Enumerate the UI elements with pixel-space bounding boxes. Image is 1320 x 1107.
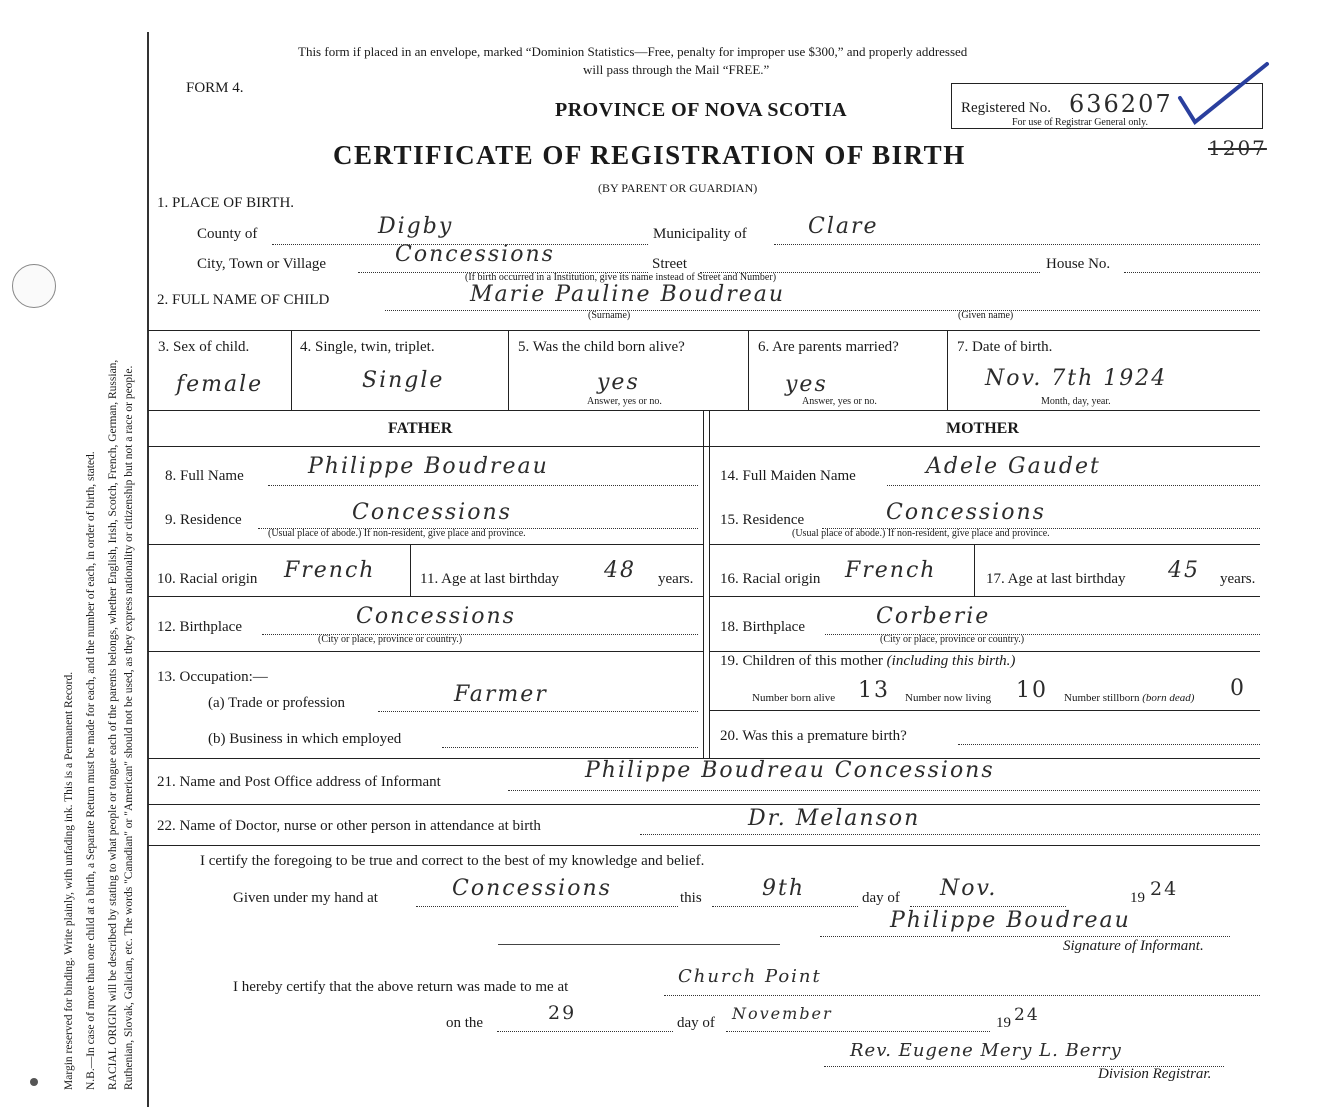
children-label-italic: (including this birth.) [886,653,1016,669]
form-number: FORM 4. [186,80,244,96]
this-label: this [680,890,702,906]
on-the-label: on the [446,1015,484,1031]
parents-married-label: 6. Are parents married? [758,339,899,355]
trade-line [378,711,698,712]
father-racial-divider [410,544,411,596]
mother-residence-caption: (Usual place of abode.) If non-resident, give place and province. [792,528,1050,539]
born-alive-value: yes [597,370,640,395]
sex-label: 3. Sex of child. [158,339,250,355]
year-prefix: 19 [1130,890,1145,906]
given-place-line [416,906,678,907]
now-living-label: Number now living [905,692,992,704]
premature-line [958,744,1260,745]
mother-row-rule-3 [709,651,1260,652]
mother-residence-value: Concessions [886,500,1046,525]
father-heading: FATHER [388,420,453,437]
center-divider-b [709,410,710,758]
ink-spot [30,1078,38,1086]
father-racial-label: 10. Racial origin [157,571,258,587]
registrar-place-line [664,995,1260,996]
reg-year-value: 24 [1014,1005,1040,1025]
mother-heading: MOTHER [946,420,1019,437]
county-value: Digby [378,214,454,239]
registrar-only-note: For use of Registrar General only. [1012,117,1148,128]
day-of-label: day of [862,890,900,906]
day-value: 9th [762,876,806,901]
business-label: (b) Business in which employed [208,731,402,747]
certificate-title: CERTIFICATE OF REGISTRATION OF BIRTH [333,140,966,170]
father-name-value: Philippe Boudreau [308,454,549,479]
row3-divider-3 [748,330,749,410]
born-alive-caption: Answer, yes or no. [587,396,662,407]
informant-signature: Philippe Boudreau [890,908,1131,933]
trade-label: (a) Trade or profession [208,695,346,711]
father-row-rule-1 [148,544,703,545]
reg-day-line [497,1031,673,1032]
house-line [1124,272,1260,273]
single-label: 4. Single, twin, triplet. [300,339,435,355]
street-label: Street [652,256,687,272]
occupation-label: 13. Occupation:— [157,669,268,685]
informant-signature-caption: Signature of Informant. [1063,938,1204,954]
born-alive-count-label: Number born alive [752,692,836,704]
children-label [720,653,1015,670]
father-residence-value: Concessions [352,500,512,525]
parents-married-value: yes [785,372,828,397]
reg-day-value: 29 [548,1002,577,1024]
month-line [910,906,1066,907]
stillborn-value: 0 [1230,676,1246,701]
father-row-rule-3 [148,651,703,652]
certify-statement: I certify the foregoing to be true and correct to the best of my knowledge and belief. [200,853,705,869]
mother-racial-label: 16. Racial origin [720,571,821,587]
mail-notice-1: This form if placed in an envelope, marked “Dominion Statistics—Free, penalty for improper use $300,” and properly addressed [298,44,968,59]
row3-divider-1 [291,330,292,410]
business-line [442,747,698,748]
certificate-subtitle: (BY PARENT OR GUARDIAN) [598,181,758,195]
corner-number: 1207 [1208,136,1267,160]
children-label-text: 19. Children of this mother [720,653,883,669]
side-note-2: N.B.—In case of more than one child at a birth, a Separate Return must be made for each, and the number of each, in order of birth, stated. [85,451,97,1090]
reg-year-prefix: 19 [996,1015,1011,1031]
father-age-label: 11. Age at last birthday [420,571,559,587]
stillborn-label-text: Number stillborn [1064,692,1140,704]
registrar-statement: I hereby certify that the above return was made to me at [233,979,569,995]
municipality-label: Municipality of [653,226,747,242]
division-registrar-caption: Division Registrar. [1098,1066,1212,1082]
sex-value: female [176,372,264,397]
child-name-value: Marie Pauline Boudreau [470,282,786,307]
city-value: Concessions [395,242,555,267]
check-mark-icon [1175,60,1275,140]
registrar-signature: Rev. Eugene Mery L. Berry [850,1040,1122,1061]
informant-signature-line [820,936,1230,937]
date-of-birth-value: Nov. 7th 1924 [985,366,1168,391]
county-label: County of [197,226,258,242]
trade-value: Farmer [454,682,548,707]
mother-residence-label: 15. Residence [720,512,805,528]
informant-value: Philippe Boudreau Concessions [585,758,995,783]
born-alive-count-value: 13 [858,678,890,703]
month-value: Nov. [940,876,998,901]
row3-top-rule [148,330,1260,331]
mother-name-value: Adele Gaudet [926,454,1101,479]
mother-birthplace-value: Corberie [876,604,991,629]
city-label: City, Town or Village [197,256,327,272]
father-racial-value: French [284,558,376,583]
registrar-place-value: Church Point [678,966,822,987]
doctor-line [640,834,1260,835]
mother-birthplace-caption: (City or place, province or country.) [880,634,1025,645]
place-of-birth-heading: 1. PLACE OF BIRTH. [157,195,295,211]
parents-married-caption: Answer, yes or no. [802,396,877,407]
municipality-value: Clare [808,214,879,239]
mother-row-rule-2 [709,596,1260,597]
province-heading: PROVINCE OF NOVA SCOTIA [555,99,848,121]
father-age-value: 48 [604,558,636,583]
mother-years-label: years. [1220,571,1256,587]
premature-label: 20. Was this a premature birth? [720,728,907,744]
municipality-line [774,244,1260,245]
father-birthplace-value: Concessions [356,604,516,629]
registered-number: 636207 [1069,90,1173,118]
mother-racial-divider [974,544,975,596]
mail-notice-2: will pass through the Mail “FREE.” [583,62,770,77]
binding-margin-rule [147,32,149,1107]
now-living-value: 10 [1016,678,1048,703]
row3-divider-2 [508,330,509,410]
father-years-label: years. [658,571,694,587]
registered-label: Registered No. [961,100,1051,116]
mother-birthplace-label: 18. Birthplace [720,619,805,635]
reg-month-value: November [732,1004,833,1023]
date-of-birth-label: 7. Date of birth. [957,339,1053,355]
stillborn-label [1064,692,1194,704]
father-residence-label: 9. Residence [165,512,242,528]
side-note-4: Ruthenian, Slovak, Galician, etc. The words "Canadian" or "American" should not be used, as they express nationality or citizenship but not a race or people. [123,365,135,1090]
given-name-caption: (Given name) [958,310,1014,321]
father-name-label: 8. Full Name [165,468,244,484]
stillborn-label-italic: (born dead) [1142,692,1195,704]
center-divider-a [703,410,704,758]
side-note-3: RACIAL ORIGIN will be described by stating to what people or tongue each of the parents belongs, whether English, Irish, Scotch, French, German, Russian, [107,359,119,1090]
side-note-1: Margin reserved for binding. Write plainly, with unfading ink. This is a Permanent Record. [63,671,75,1090]
house-label: House No. [1046,256,1111,272]
father-row-rule-2 [148,596,703,597]
day-line [712,906,858,907]
parents-heading-rule [148,446,1260,447]
mother-age-label: 17. Age at last birthday [986,571,1126,587]
doctor-value: Dr. Melanson [748,806,921,831]
informant-label: 21. Name and Post Office address of Informant [157,774,441,790]
mother-row-rule-4 [709,710,1260,711]
doctor-label: 22. Name of Doctor, nurse or other person in attendance at birth [157,818,541,834]
born-alive-label: 5. Was the child born alive? [518,339,685,355]
mother-name-label: 14. Full Maiden Name [720,468,856,484]
father-name-line [268,485,698,486]
mother-racial-value: French [845,558,937,583]
doctor-top-rule [148,804,1260,805]
father-birthplace-caption: (City or place, province or country.) [318,634,463,645]
mother-age-value: 45 [1168,558,1200,583]
mother-row-rule-1 [709,544,1260,545]
reg-day-of-label: day of [677,1015,715,1031]
given-place-value: Concessions [452,876,612,901]
binding-hole [12,264,56,308]
certification-top-rule [148,845,1260,846]
date-of-birth-caption: Month, day, year. [1041,396,1111,407]
father-birthplace-label: 12. Birthplace [157,619,242,635]
given-under-label: Given under my hand at [233,890,378,906]
row3-divider-4 [947,330,948,410]
certification-short-rule [498,944,780,945]
single-value: Single [362,368,445,393]
reg-month-line [726,1031,990,1032]
surname-caption: (Surname) [588,310,631,321]
child-name-label: 2. FULL NAME OF CHILD [157,292,330,308]
informant-line [508,790,1260,791]
father-residence-caption: (Usual place of abode.) If non-resident, give place and province. [268,528,526,539]
child-name-line [385,310,1260,311]
institution-note: (If birth occurred in a Institution, give its name instead of Street and Number) [465,272,777,283]
row3-bottom-rule [148,410,1260,411]
mother-name-line [887,485,1260,486]
year-value: 24 [1150,878,1179,900]
